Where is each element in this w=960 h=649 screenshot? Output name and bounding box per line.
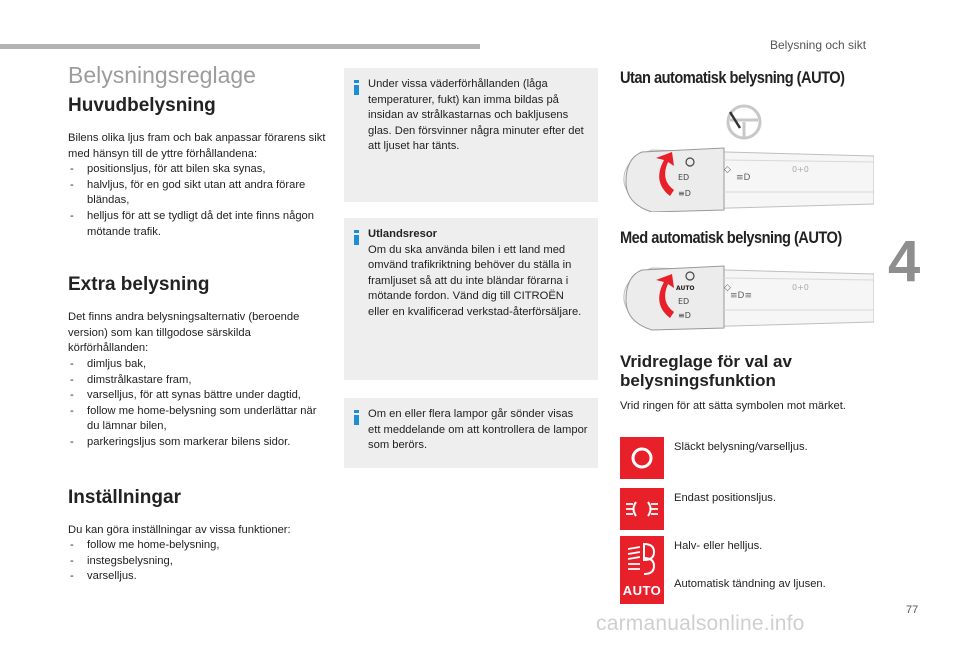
list-item: - positionsljus, för att bilen ska synas, [68,162,330,178]
fog-note [344,68,598,202]
without-auto-heading: Utan automatisk belysning (AUTO) [620,68,845,87]
list-item: - dimljus bak, [68,357,330,373]
svg-text:ED: ED [678,173,690,182]
symbol-label: Automatisk tändning av ljusen. [674,578,826,590]
abroad-note [344,218,598,380]
stalk-illustration-without-auto [612,100,874,212]
headlights-icon [620,536,664,578]
symbol-label: Endast positionsljus. [674,492,776,504]
svg-text:◇: ◇ [724,283,731,293]
info-icon [354,230,359,245]
svg-text:≡D≡: ≡D≡ [730,291,753,301]
svg-text:0+0: 0+0 [792,283,809,292]
page-number: 77 [906,604,919,616]
left-column [68,62,330,585]
list-item: - follow me home-belysning, [68,538,330,554]
list-item: - follow me home-belysning som underlättar när du lämnar bilen, [68,404,330,435]
section-header: Belysning och sikt [770,38,867,52]
list-item: - varselljus, för att synas bättre under dagtid, [68,388,330,404]
top-rule [0,44,480,49]
with-auto-heading: Med automatisk belysning (AUTO) [620,228,842,247]
settings-list [68,538,330,585]
lamp-note-text: Om en eller flera lampor går sönder visas ett meddelande om att kontrollera de lampor som berörs. [368,408,588,452]
settings-intro: Du kan göra inställningar av vissa funktioner: [68,523,291,536]
steering-wheel-icon [728,106,760,138]
position-lights-icon [620,488,664,530]
abroad-note-title: Utlandsresor [368,228,438,240]
list-item: - parkeringsljus som markerar bilens sidor. [68,435,330,451]
extra-lighting-intro: Det finns andra belysningsalternativ (beroende version) som kan tillgodose särskilda körförhållanden: [68,311,300,355]
svg-text:≡D: ≡D [678,189,691,198]
symbol-row-position [620,488,880,530]
symbol-row-headlights [620,536,880,578]
fog-note-text: Under vissa väderförhållanden (låga temperaturer, fukt) kan imma bildas på insidan av strålkastarnas och bakljusens glas. Den försvinner några minuter efter det att ljuset har tänts. [368,78,584,153]
auto-icon-text: AUTO [622,583,662,598]
svg-text:≡D: ≡D [678,311,691,320]
extra-lighting-heading: Extra belysning [68,274,210,296]
stalk-illustration-with-auto [612,262,874,342]
symbol-row-off [620,437,880,479]
extra-lighting-list [68,357,330,451]
list-item: - instegsbelysning, [68,554,330,570]
watermark: carmanualsonline.info [596,612,805,635]
svg-text:ED: ED [678,297,690,306]
symbol-label: Släckt belysning/varselljus. [674,441,808,453]
list-item: - helljus för att se tydligt då det inte finns någon mötande trafik. [68,209,330,240]
abroad-note-text: Om du ska använda bilen i ett land med omvänd trafikriktning behöver du ställa in framljuset så att du inte bländar förarna i mötande fordon. Vänd dig till CITROËN eller en kvalificerad verkstad-återförsäljare. [368,243,582,318]
off-icon [620,437,664,479]
list-item: - dimstrålkastare fram, [68,373,330,389]
chapter-number: 4 [888,229,921,294]
list-item: - varselljus. [68,569,330,585]
svg-text:◇: ◇ [724,165,731,175]
ring-selector-heading: Vridreglage för val av belysningsfunktion [620,352,792,390]
list-item: - halvljus, för en god sikt utan att andra förare bländas, [68,178,330,209]
info-icon [354,410,359,425]
page-title: Belysningsreglage [68,62,256,88]
settings-heading: Inställningar [68,486,181,508]
svg-text:≡D: ≡D [736,173,751,183]
main-lighting-intro: Bilens olika ljus fram och bak anpassar förarens sikt med hänsyn till de yttre förhållandena: [68,132,326,160]
main-lighting-list [68,162,330,240]
ring-instruction: Vrid ringen för att sätta symbolen mot märket. [620,400,846,412]
svg-text:0+0: 0+0 [792,165,809,174]
symbol-label: Halv- eller helljus. [674,540,763,552]
info-icon [354,80,359,95]
stalk-auto-label: AUTO [676,285,695,292]
lamp-note [344,398,598,468]
main-lighting-heading: Huvudbelysning [68,95,216,116]
auto-icon [620,578,664,604]
